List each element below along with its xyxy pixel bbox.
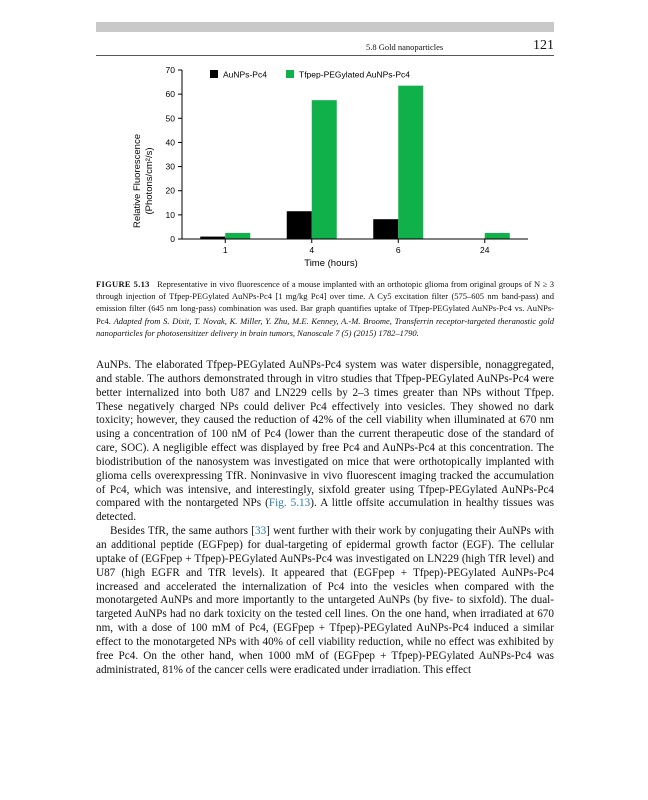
y-tick-label: 70 [165, 65, 175, 75]
page-header [96, 38, 554, 54]
bar-tfpep-pegylated-6 [398, 86, 423, 239]
header-rule [96, 55, 554, 56]
x-axis-ticks [223, 239, 490, 255]
bar-tfpep-pegylated-4 [312, 100, 337, 239]
x-tick-label: 6 [395, 245, 401, 255]
legend-label: AuNPs-Pc4 [223, 69, 267, 80]
y-tick-label: 30 [165, 161, 175, 172]
paragraph-2: Besides TfR, the same authors [33] went further with their work by conjugating their AuNPs with an additional peptide (EGFpep) for dual-targeting of epidermal growth factor (EGF). The cellular uptake of (EGFpep + Tfpep)-PEGylated AuNPs-Pc4 was investigated on LN229 (high TfR level) and U87 (high EGFR and TfR levels). It appeared that (EGFpep + Tfpep)-PEGylated AuNPs-Pc4 increased and accelerated the internalization of Pc4 into the vesicles when compared with the monotargeted AuNPs and more importantly to the untargeted AuNPs (by five- to sixfold). The dual-targeted AuNPs had no dark toxicity on the tested cell lines. On the one hand, when irradiated at 670 nm, with a dose of 100 mM of Pc4, (EGFpep + Tfpep)-PEGylated AuNPs-Pc4 induced a similar effect to the monotargeted NPs with 40% of cell viability reduction, while no effect was exhibited by free Pc4. On the other hand, when 1000 mM of (EGFpep + Tfpep)-PEGylated AuNPs-Pc4 was administrated, 81% of the cancer cells were eradicated under irradiation. This effect [96, 525, 555, 676]
header-bar [96, 22, 554, 32]
legend-swatch [210, 70, 218, 78]
y-tick-label: 40 [165, 137, 175, 148]
x-tick-label: 4 [309, 245, 315, 255]
bar-aunps-pc4-4 [287, 211, 312, 239]
y-tick-label: 10 [165, 209, 175, 220]
x-axis-label: Time (hours) [304, 258, 358, 269]
paragraph-1: AuNPs. The elaborated Tfpep-PEGylated AuNPs-Pc4 system was water dispersible, nonaggregated, and stable. The authors demonstrated through in vitro studies that Tfpep-PEGylated AuNPs-Pc4 were better internalized into both U87 and LN229 cells by 2–3 times greater than NPs without Tfpep. These negatively charged NPs could deliver Pc4 effectively into vesicles. They showed no dark toxicity; however, they caused the reduction of 42% of the cell viability when illuminated at 670 nm using a concentration of 100 nM of Pc4 (lower than the current therapeutic dose of the standard of care, SOC). A negligible effect was displayed by free Pc4 and AuNPs-Pc4 at this concentration. The biodistribution of the nanosystem was investigated on mice that were orthotopically implanted with glioma cells overexpressing TfR. Noninvasive in vivo fluorescent imaging tracked the accumulation of Pc4, which was intensive, and interestingly, sixfold greater using Tfpep-PEGylated AuNPs-Pc4 compared with the nontargeted NPs (Fig. 5.13). A little offsite accumulation in healthy tissues was detected. [96, 359, 554, 524]
caption-text: Representative in vivo fluorescence of a mouse implanted with an orthotopic glioma from original groups of N ≥ 3 through injection of Tfpep-PEGylated AuNPs-Pc4 [1 mg/kg Pc4] over time. A Cy5 excitation filter (575–605 nm band-pass) and emission filter (645 nm long-pass) combination was used. Bar graph quantifies uptake of Tfpep-PEGylated AuNPs-Pc4 vs. AuNPs-Pc4. [96, 279, 555, 326]
y-axis-ticks [166, 65, 182, 244]
fluorescence-bar-chart [96, 58, 554, 274]
legend-label: Tfpep-PEGylated AuNPs-Pc4 [299, 69, 411, 80]
x-tick-label: 1 [222, 245, 228, 255]
figure-label: FIGURE 5.13 [96, 279, 150, 289]
y-axis-label-units: (Photons/cm²/s) [144, 147, 155, 215]
y-tick-label: 50 [165, 113, 175, 124]
legend-swatch [286, 70, 294, 78]
bar-tfpep-pegylated-24 [485, 233, 510, 239]
legend [210, 70, 410, 80]
bars [200, 86, 510, 239]
reference-link[interactable]: 33 [254, 525, 267, 538]
bar-tfpep-pegylated-1 [225, 233, 250, 239]
y-tick-label: 20 [165, 185, 175, 196]
bar-aunps-pc4-6 [373, 219, 398, 239]
figure-link[interactable]: Fig. 5.13 [268, 497, 311, 510]
caption-source: Adapted from S. Dixit, T. Novak, K. Miller, Y. Zhu, M.E. Kenney, A.-M. Broome, Transferrin receptor-targeted theranostic gold nanoparticles for photosensitizer delivery in brain tumors, Nanoscale 7 (5) (2015) 1782–1790. [96, 315, 555, 338]
y-tick-label: 60 [165, 89, 175, 100]
page-number: 121 [533, 38, 554, 53]
y-tick-label: 0 [170, 234, 175, 244]
x-tick-label: 24 [480, 245, 490, 255]
figure-caption [96, 278, 554, 339]
body-text [96, 359, 554, 677]
section-title: 5.8 Gold nanoparticles [366, 42, 444, 52]
y-axis-label: Relative Fluorescence [132, 134, 143, 228]
